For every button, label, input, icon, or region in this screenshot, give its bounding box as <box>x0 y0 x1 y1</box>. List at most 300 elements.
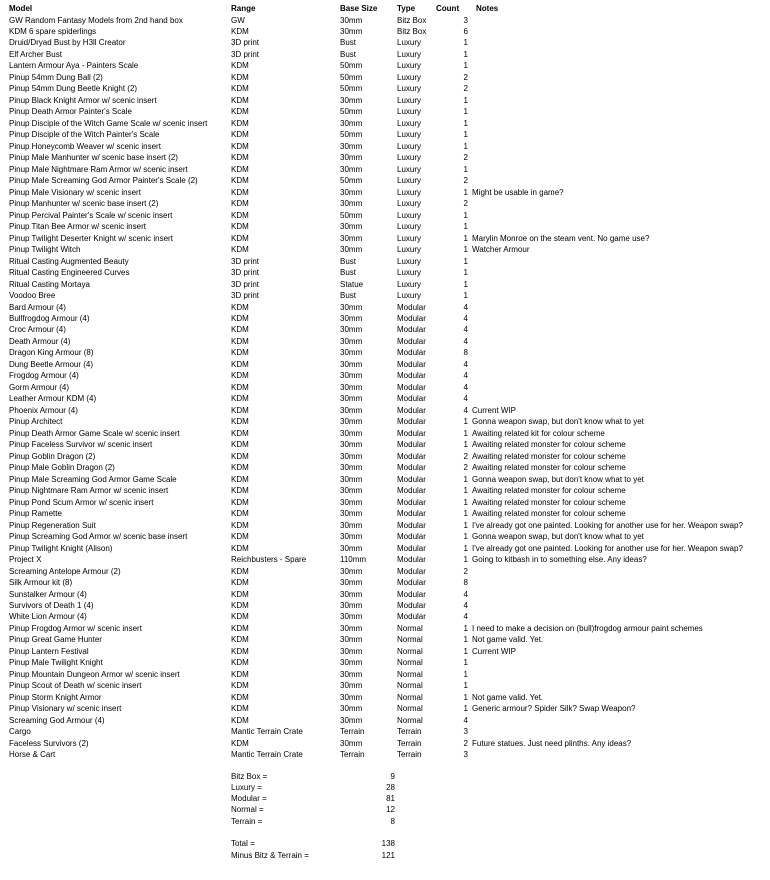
cell-count: 1 <box>463 428 468 438</box>
cell-type: Modular <box>397 394 426 404</box>
table-row <box>0 554 770 566</box>
cell-type: Luxury <box>397 187 422 197</box>
cell-type: Modular <box>397 440 426 450</box>
cell-type: Luxury <box>397 233 422 243</box>
cell-range: KDM <box>231 95 249 105</box>
cell-range: KDM <box>231 474 249 484</box>
cell-notes: Not game valid. Yet. <box>472 692 544 702</box>
cell-range: KDM <box>231 635 249 645</box>
cell-range: KDM <box>231 394 249 404</box>
table-row <box>0 15 770 27</box>
summary-row <box>0 827 770 839</box>
summary-label: Modular = <box>231 794 267 804</box>
cell-type: Bitz Box <box>397 26 427 36</box>
table-row <box>0 738 770 750</box>
cell-type: Luxury <box>397 222 422 232</box>
cell-count: 8 <box>463 578 468 588</box>
cell-range: KDM <box>231 463 249 473</box>
cell-type: Normal <box>397 704 423 714</box>
cell-range: KDM <box>231 382 249 392</box>
table-row <box>0 577 770 589</box>
cell-base: 30mm <box>340 95 363 105</box>
cell-type: Luxury <box>397 107 422 117</box>
header-type: Type <box>397 4 416 13</box>
cell-base: 50mm <box>340 107 363 117</box>
cell-base: Bust <box>340 291 357 301</box>
cell-base: 30mm <box>340 520 363 530</box>
table-row <box>0 692 770 704</box>
cell-count: 1 <box>463 38 468 48</box>
table-row <box>0 290 770 302</box>
cell-type: Normal <box>397 658 423 668</box>
table-row <box>0 26 770 38</box>
cell-base: 30mm <box>340 348 363 358</box>
cell-model: Pinup Storm Knight Armor <box>9 692 102 702</box>
table-row <box>0 313 770 325</box>
summary-label: Minus Bitz & Terrain = <box>231 850 309 860</box>
cell-base: 30mm <box>340 359 363 369</box>
cell-base: 30mm <box>340 589 363 599</box>
cell-count: 4 <box>463 382 468 392</box>
table-row <box>0 336 770 348</box>
cell-notes: Marylin Monroe on the steam vent. No game use? <box>472 233 650 243</box>
cell-count: 1 <box>463 61 468 71</box>
cell-type: Luxury <box>397 153 422 163</box>
cell-count: 1 <box>463 692 468 702</box>
cell-base: 30mm <box>340 451 363 461</box>
cell-range: KDM <box>231 176 249 186</box>
cell-model: Pinup Regeneration Suit <box>9 520 96 530</box>
cell-base: 30mm <box>340 692 363 702</box>
cell-type: Modular <box>397 405 426 415</box>
cell-model: Frogdog Armour (4) <box>9 371 79 381</box>
table-row <box>0 267 770 279</box>
cell-base: 50mm <box>340 72 363 82</box>
cell-base: 30mm <box>340 578 363 588</box>
cell-base: 30mm <box>340 715 363 725</box>
header-base-size: Base Size <box>340 4 378 13</box>
cell-count: 1 <box>463 187 468 197</box>
cell-count: 1 <box>463 704 468 714</box>
cell-model: Dung Beetle Armour (4) <box>9 359 94 369</box>
table-row <box>0 49 770 61</box>
cell-model: Death Armour (4) <box>9 336 71 346</box>
table-row <box>0 497 770 509</box>
header-model: Model <box>9 4 33 13</box>
table-row <box>0 129 770 141</box>
cell-count: 1 <box>463 486 468 496</box>
cell-base: 30mm <box>340 15 363 25</box>
cell-base: 30mm <box>340 543 363 553</box>
cell-notes: Awaiting related monster for colour scheme <box>472 451 626 461</box>
cell-range: KDM <box>231 738 249 748</box>
cell-type: Terrain <box>397 727 422 737</box>
cell-range: KDM <box>231 600 249 610</box>
cell-count: 1 <box>463 646 468 656</box>
cell-model: Cargo <box>9 727 31 737</box>
cell-count: 1 <box>463 118 468 128</box>
cell-type: Modular <box>397 428 426 438</box>
cell-model: Pinup Nightmare Ram Armor w/ scenic insert <box>9 486 169 496</box>
cell-count: 1 <box>463 520 468 530</box>
table-row <box>0 370 770 382</box>
cell-range: Mantic Terrain Crate <box>231 750 303 760</box>
cell-base: 30mm <box>340 394 363 404</box>
cell-range: KDM <box>231 371 249 381</box>
cell-base: 30mm <box>340 371 363 381</box>
cell-model: Pinup Death Armor Game Scale w/ scenic insert <box>9 428 180 438</box>
cell-base: 30mm <box>340 187 363 197</box>
cell-range: KDM <box>231 428 249 438</box>
cell-type: Normal <box>397 669 423 679</box>
summary-row <box>0 816 770 828</box>
cell-type: Modular <box>397 371 426 381</box>
cell-model: Pinup Male Visionary w/ scenic insert <box>9 187 141 197</box>
table-row <box>0 531 770 543</box>
cell-count: 1 <box>463 245 468 255</box>
cell-model: Pinup Mountain Dungeon Armor w/ scenic insert <box>9 669 180 679</box>
cell-type: Luxury <box>397 61 422 71</box>
table-row <box>0 623 770 635</box>
cell-base: 50mm <box>340 61 363 71</box>
cell-base: 50mm <box>340 84 363 94</box>
table-row <box>0 141 770 153</box>
cell-type: Modular <box>397 382 426 392</box>
cell-range: KDM <box>231 497 249 507</box>
cell-base: 30mm <box>340 26 363 36</box>
cell-count: 1 <box>463 509 468 519</box>
cell-count: 1 <box>463 497 468 507</box>
cell-notes: Awaiting related monster for colour scheme <box>472 463 626 473</box>
cell-range: KDM <box>231 348 249 358</box>
table-row <box>0 324 770 336</box>
cell-notes: Gonna weapon swap, but don't know what to yet <box>472 474 644 484</box>
table-row <box>0 152 770 164</box>
cell-range: GW <box>231 15 245 25</box>
cell-type: Luxury <box>397 268 422 278</box>
cell-base: 30mm <box>340 509 363 519</box>
cell-model: Pinup Titan Bee Armor w/ scenic insert <box>9 222 146 232</box>
cell-model: Faceless Survivors (2) <box>9 738 89 748</box>
cell-model: Pinup 54mm Dung Ball (2) <box>9 72 103 82</box>
cell-type: Modular <box>397 325 426 335</box>
cell-notes: Going to kitbash in to something else. Any ideas? <box>472 555 647 565</box>
cell-range: KDM <box>231 130 249 140</box>
cell-base: Terrain <box>340 727 365 737</box>
cell-notes: Future statues. Just need plinths. Any ideas? <box>472 738 632 748</box>
cell-base: 30mm <box>340 681 363 691</box>
cell-range: 3D print <box>231 291 260 301</box>
cell-type: Terrain <box>397 750 422 760</box>
cell-range: KDM <box>231 153 249 163</box>
cell-model: Elf Archer Bust <box>9 49 62 59</box>
table-row <box>0 589 770 601</box>
cell-range: KDM <box>231 704 249 714</box>
cell-type: Luxury <box>397 176 422 186</box>
cell-range: KDM <box>231 222 249 232</box>
cell-range: KDM <box>231 187 249 197</box>
cell-model: Voodoo Bree <box>9 291 56 301</box>
cell-base: 50mm <box>340 130 363 140</box>
cell-notes: Awaiting related kit for colour scheme <box>472 428 605 438</box>
cell-count: 1 <box>463 681 468 691</box>
cell-type: Modular <box>397 612 426 622</box>
summary-value: 12 <box>386 805 395 815</box>
cell-base: 30mm <box>340 325 363 335</box>
table-row <box>0 439 770 451</box>
cell-base: 30mm <box>340 141 363 151</box>
cell-type: Modular <box>397 451 426 461</box>
cell-base: 30mm <box>340 405 363 415</box>
cell-type: Luxury <box>397 256 422 266</box>
cell-base: 30mm <box>340 623 363 633</box>
cell-count: 1 <box>463 555 468 565</box>
cell-model: Sunstalker Armour (4) <box>9 589 87 599</box>
cell-range: KDM <box>231 325 249 335</box>
cell-count: 2 <box>463 566 468 576</box>
header-count: Count <box>436 4 460 13</box>
cell-range: KDM <box>231 61 249 71</box>
cell-type: Modular <box>397 566 426 576</box>
cell-count: 4 <box>463 715 468 725</box>
cell-model: Pinup Lantern Festival <box>9 646 89 656</box>
cell-model: White Lion Armour (4) <box>9 612 87 622</box>
table-row <box>0 279 770 291</box>
cell-type: Luxury <box>397 118 422 128</box>
cell-base: 50mm <box>340 176 363 186</box>
summary-row <box>0 771 770 783</box>
table-row <box>0 382 770 394</box>
cell-notes: Awaiting related monster for colour scheme <box>472 509 626 519</box>
cell-notes: Gonna weapon swap, but don't know what to yet <box>472 532 644 542</box>
cell-count: 3 <box>463 727 468 737</box>
cell-count: 1 <box>463 440 468 450</box>
cell-type: Modular <box>397 463 426 473</box>
cell-type: Modular <box>397 532 426 542</box>
summary-row <box>0 838 770 850</box>
cell-model: Pinup Disciple of the Witch Painter's Scale <box>9 130 160 140</box>
table-row <box>0 611 770 623</box>
cell-count: 1 <box>463 222 468 232</box>
table-row <box>0 302 770 314</box>
cell-range: KDM <box>231 566 249 576</box>
cell-count: 6 <box>463 26 468 36</box>
cell-type: Luxury <box>397 141 422 151</box>
cell-model: GW Random Fantasy Models from 2nd hand box <box>9 15 183 25</box>
cell-count: 4 <box>463 336 468 346</box>
cell-base: 30mm <box>340 417 363 427</box>
cell-type: Luxury <box>397 164 422 174</box>
cell-count: 2 <box>463 72 468 82</box>
cell-base: 30mm <box>340 738 363 748</box>
table-row <box>0 60 770 72</box>
cell-base: 30mm <box>340 153 363 163</box>
summary-label: Normal = <box>231 805 264 815</box>
cell-range: KDM <box>231 313 249 323</box>
cell-range: KDM <box>231 509 249 519</box>
cell-count: 2 <box>463 176 468 186</box>
cell-model: Pinup Death Armor Painter's Scale <box>9 107 132 117</box>
cell-model: Silk Armour kit (8) <box>9 578 73 588</box>
table-row <box>0 485 770 497</box>
cell-model: Dragon King Armour (8) <box>9 348 94 358</box>
cell-count: 3 <box>463 750 468 760</box>
summary-label: Total = <box>231 839 255 849</box>
cell-count: 1 <box>463 164 468 174</box>
table-row <box>0 72 770 84</box>
cell-range: KDM <box>231 26 249 36</box>
cell-base: 30mm <box>340 635 363 645</box>
cell-count: 8 <box>463 348 468 358</box>
cell-model: Pinup Male Nightmare Ram Armor w/ scenic insert <box>9 164 188 174</box>
cell-range: KDM <box>231 107 249 117</box>
cell-model: Pinup Male Manhunter w/ scenic base insert (2) <box>9 153 178 163</box>
table-row <box>0 703 770 715</box>
cell-model: Ritual Casting Augmented Beauty <box>9 256 129 266</box>
cell-type: Modular <box>397 474 426 484</box>
cell-model: Pinup Honeycomb Weaver w/ scenic insert <box>9 141 161 151</box>
cell-base: 30mm <box>340 440 363 450</box>
cell-count: 2 <box>463 738 468 748</box>
table-row <box>0 118 770 130</box>
cell-range: KDM <box>231 405 249 415</box>
table-row <box>0 715 770 727</box>
cell-count: 4 <box>463 359 468 369</box>
cell-range: 3D print <box>231 49 260 59</box>
cell-count: 2 <box>463 153 468 163</box>
cell-model: Survivors of Death 1 (4) <box>9 600 94 610</box>
cell-range: KDM <box>231 245 249 255</box>
cell-range: Mantic Terrain Crate <box>231 727 303 737</box>
cell-range: KDM <box>231 532 249 542</box>
table-row <box>0 210 770 222</box>
cell-base: 30mm <box>340 233 363 243</box>
cell-base: Bust <box>340 268 357 278</box>
table-row <box>0 508 770 520</box>
cell-count: 1 <box>463 256 468 266</box>
cell-model: Pinup Frogdog Armor w/ scenic insert <box>9 623 142 633</box>
cell-base: 30mm <box>340 222 363 232</box>
cell-count: 4 <box>463 394 468 404</box>
cell-count: 1 <box>463 49 468 59</box>
cell-model: Pinup Visionary w/ scenic insert <box>9 704 122 714</box>
table-row <box>0 393 770 405</box>
cell-type: Modular <box>397 578 426 588</box>
cell-count: 1 <box>463 417 468 427</box>
cell-base: 30mm <box>340 463 363 473</box>
cell-model: Lantern Armour Aya - Painters Scale <box>9 61 139 71</box>
cell-count: 1 <box>463 141 468 151</box>
header-notes: Notes <box>476 4 499 13</box>
summary-value: 81 <box>386 794 395 804</box>
table-row <box>0 359 770 371</box>
cell-model: Pinup Male Screaming God Armor Painter's Scale (2) <box>9 176 198 186</box>
cell-count: 1 <box>463 95 468 105</box>
cell-notes: Watcher Armour <box>472 245 530 255</box>
cell-count: 1 <box>463 291 468 301</box>
cell-notes: Might be usable in game? <box>472 187 564 197</box>
summary-value: 8 <box>390 816 395 826</box>
cell-model: Pinup Percival Painter's Scale w/ scenic insert <box>9 210 173 220</box>
cell-range: KDM <box>231 210 249 220</box>
cell-notes: Awaiting related monster for colour scheme <box>472 497 626 507</box>
cell-model: KDM 6 spare spiderlings <box>9 26 97 36</box>
cell-base: 30mm <box>340 704 363 714</box>
table-row <box>0 462 770 474</box>
summary-label: Bitz Box = <box>231 771 268 781</box>
summary-row <box>0 782 770 794</box>
table-row <box>0 600 770 612</box>
cell-type: Luxury <box>397 199 422 209</box>
table-row <box>0 474 770 486</box>
cell-model: Pinup Great Game Hunter <box>9 635 102 645</box>
cell-count: 1 <box>463 669 468 679</box>
cell-model: Pinup Twilight Witch <box>9 245 81 255</box>
cell-notes: Not game valid. Yet. <box>472 635 544 645</box>
cell-base: Bust <box>340 256 357 266</box>
cell-type: Normal <box>397 715 423 725</box>
cell-model: Pinup Black Knight Armor w/ scenic insert <box>9 95 157 105</box>
cell-model: Pinup Screaming God Armor w/ scenic base insert <box>9 532 188 542</box>
cell-model: Horse & Cart <box>9 750 56 760</box>
cell-base: 30mm <box>340 612 363 622</box>
cell-type: Terrain <box>397 738 422 748</box>
summary-value: 9 <box>390 771 395 781</box>
cell-range: KDM <box>231 612 249 622</box>
cell-model: Pinup Disciple of the Witch Game Scale w/ scenic insert <box>9 118 208 128</box>
cell-type: Normal <box>397 646 423 656</box>
cell-base: 30mm <box>340 302 363 312</box>
cell-range: KDM <box>231 658 249 668</box>
cell-count: 1 <box>463 658 468 668</box>
cell-range: KDM <box>231 440 249 450</box>
cell-count: 1 <box>463 635 468 645</box>
cell-model: Gorm Armour (4) <box>9 382 70 392</box>
cell-model: Croc Armour (4) <box>9 325 66 335</box>
cell-range: KDM <box>231 302 249 312</box>
cell-range: 3D print <box>231 256 260 266</box>
cell-range: KDM <box>231 681 249 691</box>
cell-type: Modular <box>397 555 426 565</box>
cell-count: 1 <box>463 210 468 220</box>
cell-model: Bard Armour (4) <box>9 302 66 312</box>
cell-range: KDM <box>231 72 249 82</box>
cell-notes: Current WIP <box>472 646 517 656</box>
cell-notes: Gonna weapon swap, but don't know what to yet <box>472 417 644 427</box>
summary-label: Terrain = <box>231 816 263 826</box>
cell-count: 3 <box>463 15 468 25</box>
cell-range: KDM <box>231 164 249 174</box>
cell-type: Modular <box>397 497 426 507</box>
table-row <box>0 428 770 440</box>
cell-count: 2 <box>463 463 468 473</box>
table-row <box>0 416 770 428</box>
cell-base: 30mm <box>340 199 363 209</box>
cell-range: KDM <box>231 417 249 427</box>
cell-base: Bust <box>340 49 357 59</box>
cell-range: KDM <box>231 118 249 128</box>
cell-base: 30mm <box>340 336 363 346</box>
table-row <box>0 451 770 463</box>
summary-value: 28 <box>386 782 395 792</box>
cell-count: 4 <box>463 612 468 622</box>
cell-type: Normal <box>397 623 423 633</box>
cell-range: Reichbusters - Spare <box>231 555 307 565</box>
cell-notes: Awaiting related monster for colour scheme <box>472 486 626 496</box>
summary-row <box>0 793 770 805</box>
cell-base: 30mm <box>340 646 363 656</box>
cell-range: KDM <box>231 646 249 656</box>
